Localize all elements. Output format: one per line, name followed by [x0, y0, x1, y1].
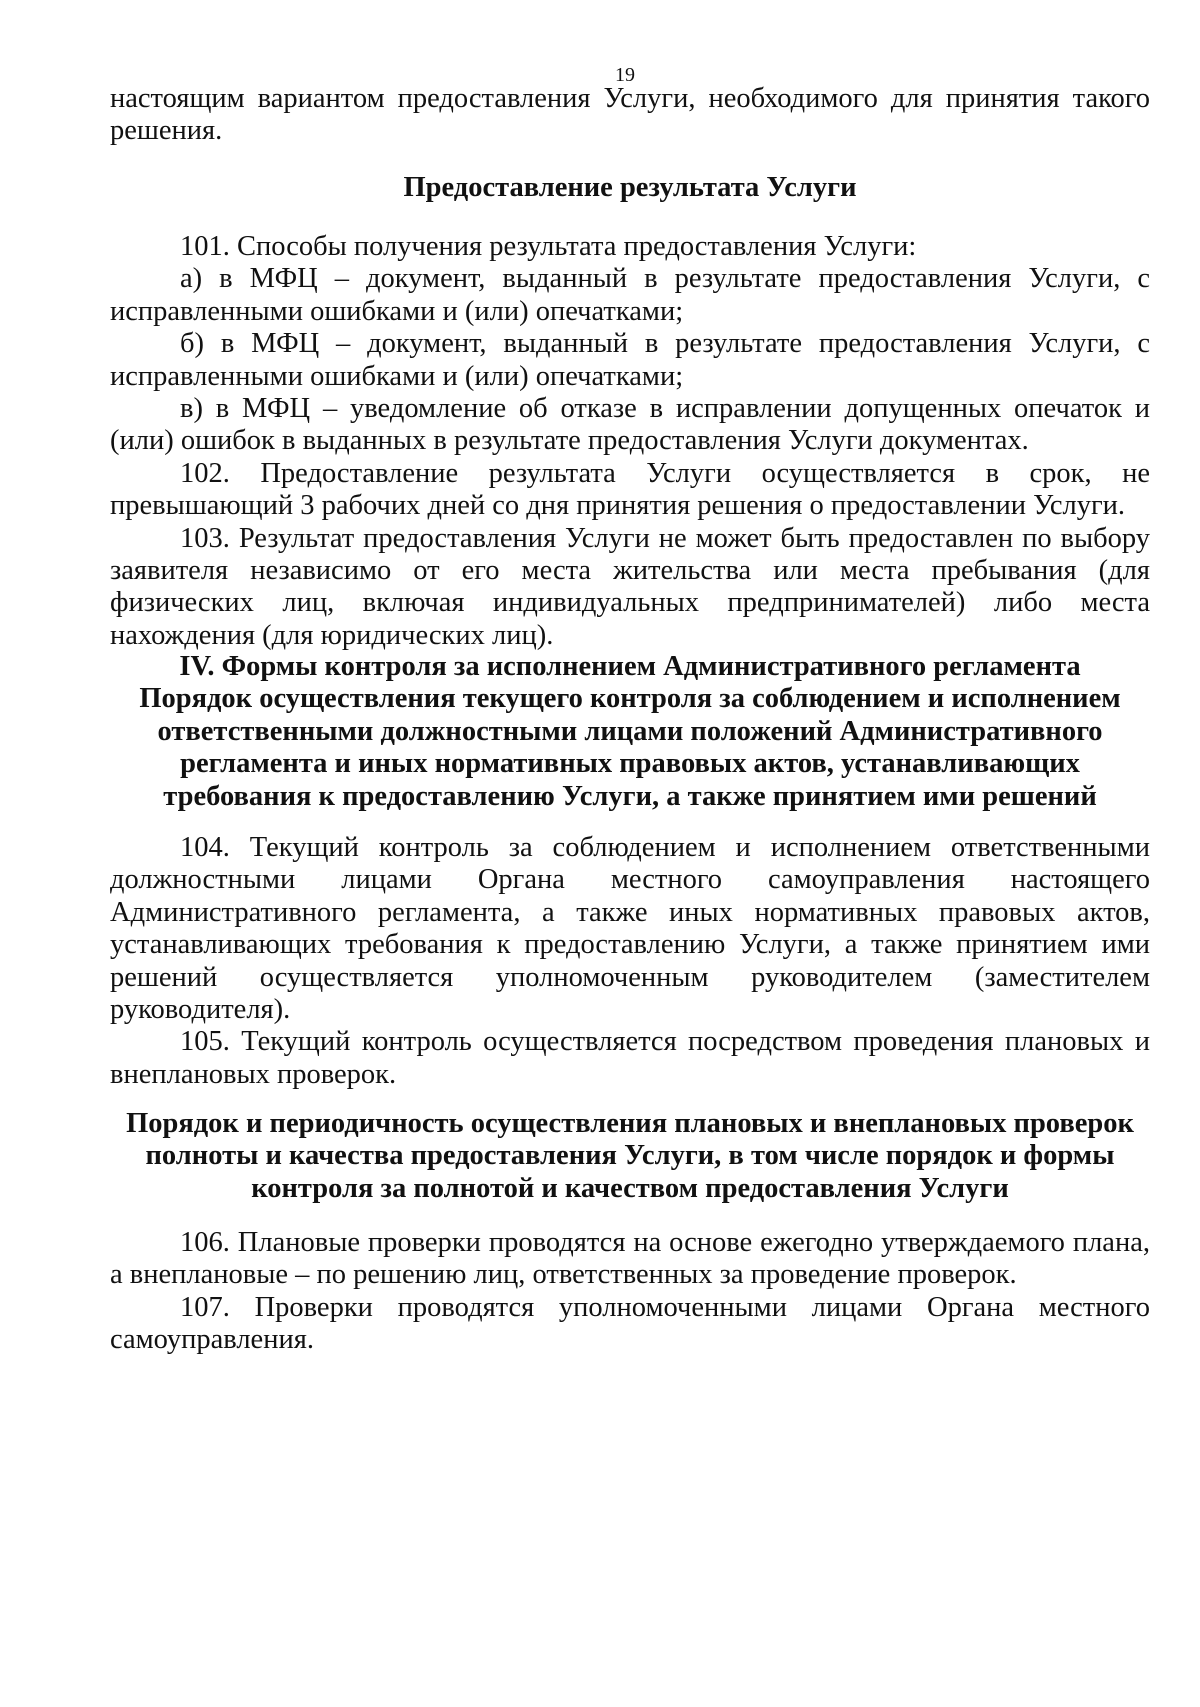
- section-result-heading-block: [110, 172, 1150, 204]
- paragraph-101-c: в) в МФЦ – уведомление об отказе в исправлении допущенных опечаток и (или) ошибок в выданных в результате предоставления Услуги документах.: [110, 393, 1150, 457]
- section-control-heading-line-4: регламента и иных нормативных правовых актов, устанавливающих: [180, 748, 1080, 780]
- section-result-heading: Предоставление результата Услуги: [403, 172, 857, 203]
- section-control-heading-line-3: ответственными должностными лицами положений Административного: [157, 715, 1103, 747]
- section-inspections-heading-line-1: Порядок и периодичность осуществления плановых и внеплановых проверок: [126, 1108, 1134, 1139]
- paragraph-101: 101. Способы получения результата предоставления Услуги:: [180, 231, 917, 262]
- section-inspections-heading-line-2: полноты и качества предоставления Услуги, в том числе порядок и формы: [145, 1140, 1115, 1172]
- paragraph-106: 106. Плановые проверки проводятся на основе ежегодно утверждаемого плана, а внеплановые – по решению лиц, ответственных за проведение проверок.: [110, 1227, 1150, 1291]
- section-control-heading: [110, 651, 1150, 813]
- section-control-body: [110, 832, 1150, 1091]
- paragraph-102: 102. Предоставление результата Услуги осуществляется в срок, не превышающий 3 рабочих дней со дня принятия решения о предоставлении Услуги.: [110, 457, 1150, 522]
- paragraph-104: 104. Текущий контроль за соблюдением и исполнением ответственными должностными лицами Органа местного самоуправления настоящего Административного регламента, а также иных нормативных правовых актов, устанавливающих требования к предоставлению Услуги, а также принятием ими решений осуществляется уполномоченным руководителем (заместителем руководителя).: [110, 832, 1150, 1026]
- section-result-body: [110, 231, 1150, 652]
- section-inspections-heading-block: [110, 1108, 1150, 1205]
- section-control-heading-block: [110, 651, 1150, 813]
- section-inspections-body: [110, 1227, 1150, 1357]
- intro-paragraph: настоящим вариантом предоставления Услуги, необходимого для принятия такого решения.: [110, 83, 1150, 147]
- section-control-heading-line-1: IV. Формы контроля за исполнением Административного регламента: [179, 651, 1081, 682]
- page-number: 19: [615, 64, 635, 86]
- paragraph-107: 107. Проверки проводятся уполномоченными лицами Органа местного самоуправления.: [110, 1291, 1150, 1356]
- section-control-heading-line-2: Порядок осуществления текущего контроля за соблюдением и исполнением: [139, 683, 1121, 715]
- paragraph-103: 103. Результат предоставления Услуги не может быть предоставлен по выбору заявителя независимо от его места жительства или места пребывания (для физических лиц, включая индивидуальных предпринимателей) либо места нахождения (для юридических лиц).: [110, 522, 1150, 651]
- section-control-heading-line-5: требования к предоставлению Услуги, а также принятием ими решений: [163, 780, 1097, 812]
- paragraph-101-b: б) в МФЦ – документ, выданный в результате предоставления Услуги, с исправленными ошибками и (или) опечатками;: [110, 328, 1150, 392]
- paragraph-105: 105. Текущий контроль осуществляется посредством проведения плановых и внеплановых проверок.: [110, 1026, 1150, 1090]
- intro-block: [110, 83, 1150, 148]
- section-inspections-heading: [110, 1108, 1150, 1205]
- section-inspections-heading-line-3: контроля за полнотой и качеством предоставления Услуги: [251, 1172, 1009, 1204]
- paragraph-101-a: а) в МФЦ – документ, выданный в результате предоставления Услуги, с исправленными ошибками и (или) опечатками;: [110, 263, 1150, 327]
